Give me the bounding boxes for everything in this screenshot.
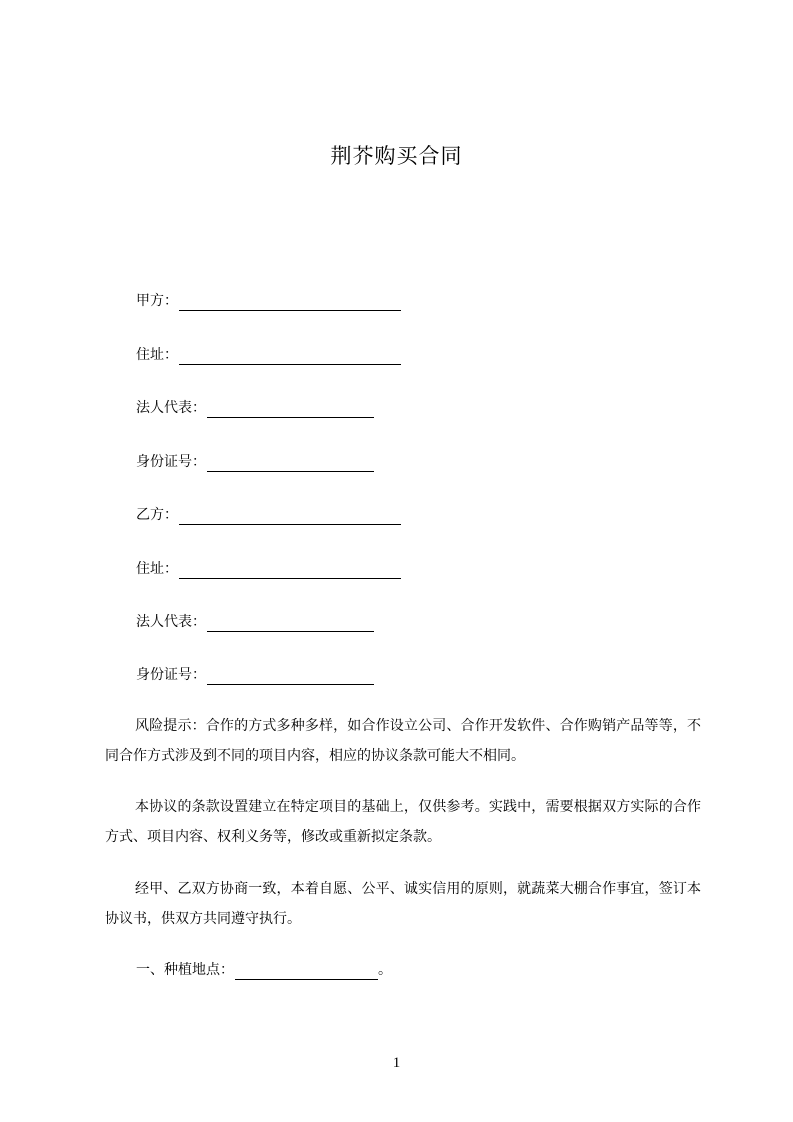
representative-b-field: [136, 612, 374, 632]
address-a-blank: [179, 349, 401, 365]
page-number: 1: [392, 1055, 401, 1071]
id-number-a-label: 身份证号：: [136, 454, 206, 470]
id-number-a-field: [136, 452, 374, 472]
address-b-blank: [179, 563, 401, 579]
representative-a-blank: [207, 402, 374, 418]
clause-1-label: 一、种植地点：: [136, 962, 234, 978]
address-a-field: [136, 345, 401, 365]
party-b-field: [136, 505, 401, 525]
risk-notice-paragraph: 风险提示：合作的方式多种多样，如合作设立公司、合作开发软件、合作购销产品等等，不同合作方式涉及到不同的项目内容，相应的协议条款可能大不相同。: [105, 718, 701, 764]
representative-b-blank: [207, 616, 374, 632]
preamble-paragraph: 经甲、乙双方协商一致，本着自愿、公平、诚实信用的原则，就蔬菜大棚合作事宜，签订本协议书，供双方共同遵守执行。: [105, 881, 701, 927]
id-number-a-blank: [207, 456, 374, 472]
id-number-b-field: [136, 665, 374, 685]
id-number-b-label: 身份证号：: [136, 667, 206, 683]
address-b-label: 住址：: [136, 561, 178, 577]
reference-notice-paragraph: 本协议的条款设置建立在特定项目的基础上，仅供参考。实践中，需要根据双方实际的合作方式、项目内容、权利义务等，修改或重新拟定条款。: [105, 799, 701, 845]
party-a-label: 甲方：: [136, 293, 178, 309]
clause-1-suffix: 。: [378, 962, 392, 978]
document-title: 荆芥购买合同: [330, 144, 463, 168]
clause-1-blank: [235, 964, 378, 980]
party-a-blank: [179, 295, 401, 311]
clause-1-planting-location: [136, 960, 392, 980]
representative-b-label: 法人代表：: [136, 614, 206, 630]
party-a-field: [136, 291, 401, 311]
address-b-field: [136, 559, 401, 579]
address-a-label: 住址：: [136, 347, 178, 363]
party-b-label: 乙方：: [136, 507, 178, 523]
representative-a-label: 法人代表：: [136, 400, 206, 416]
representative-a-field: [136, 398, 374, 418]
id-number-b-blank: [207, 669, 374, 685]
party-b-blank: [179, 509, 401, 525]
